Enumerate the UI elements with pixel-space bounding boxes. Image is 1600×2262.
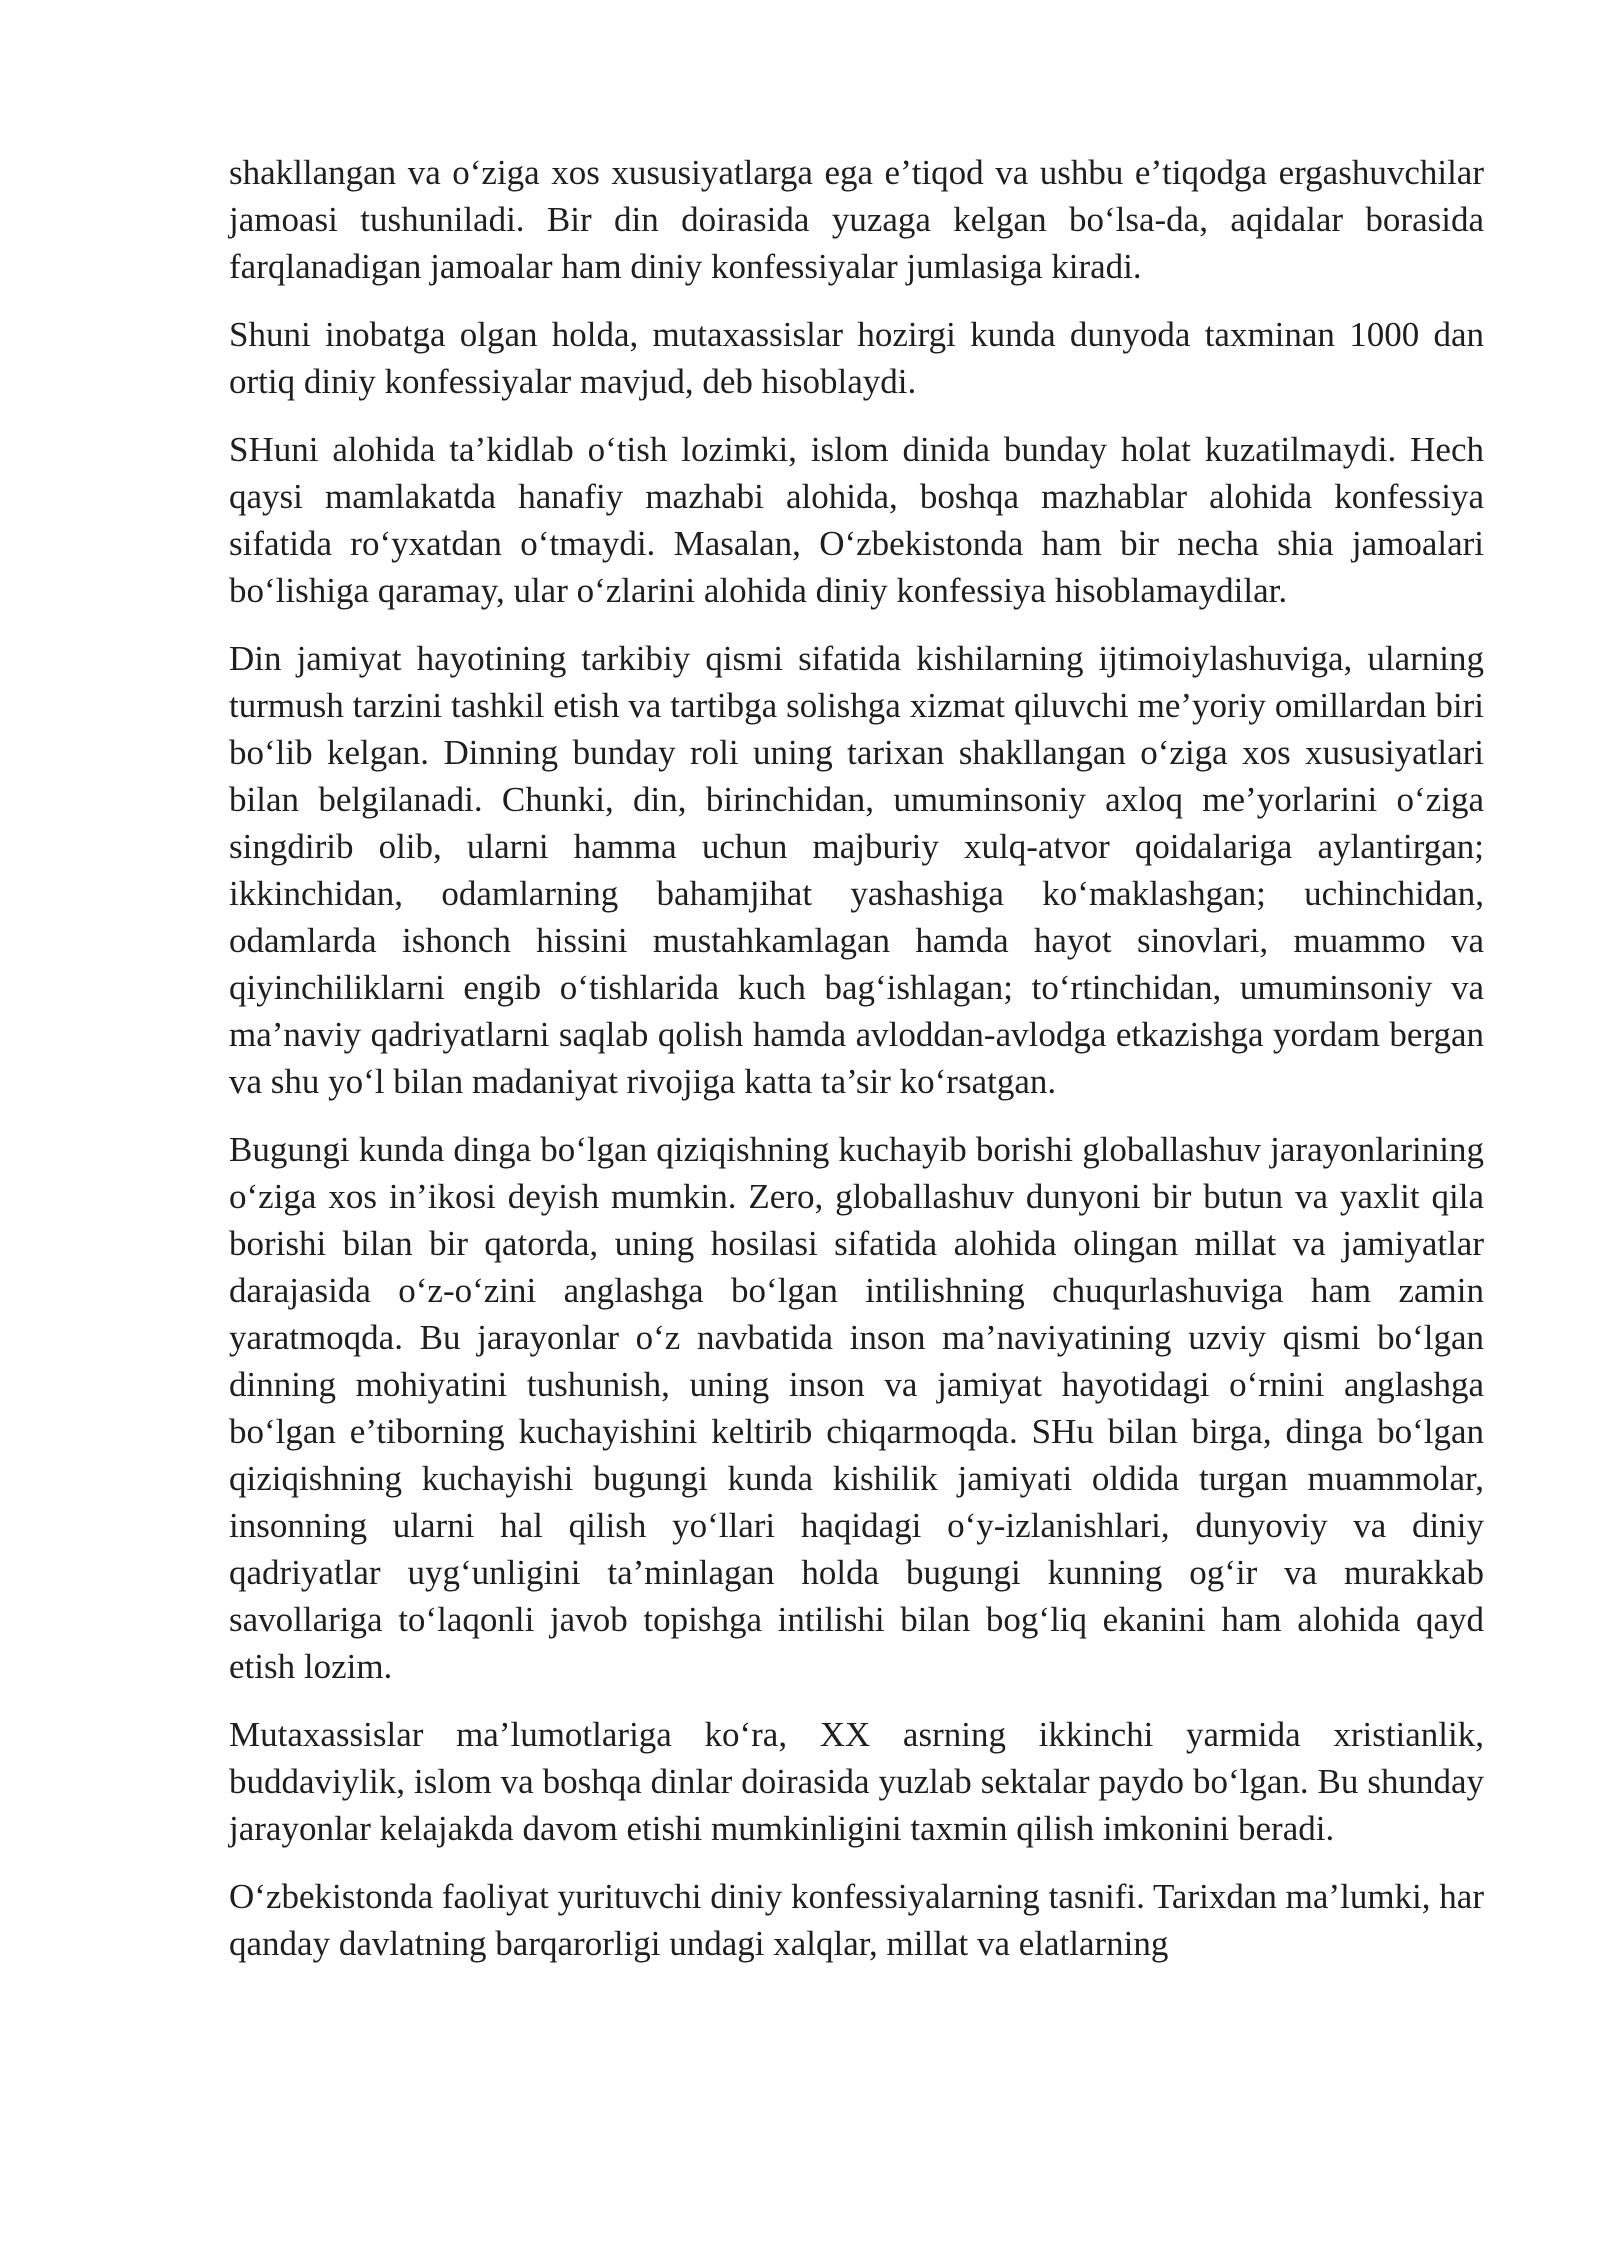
paragraph-5: Bugungi kunda dinga boʻlgan qiziqishning kuchayib borishi globallashuv jarayonlarining oʻziga xos in’ikosi deyish mumkin. Zero, globallashuv dunyoni bir butun va yaxlit qila borishi bilan bir qatorda, uning hosilasi sifatida alohida olingan millat va jamiyatlar darajasida oʻz-oʻzini anglashga boʻlgan intilishning chuqurlashuviga ham zamin yaratmoqda. Bu jarayonlar oʻz navbatida inson ma’naviyatining uzviy qismi boʻlgan dinning mohiyatini tushunish, uning inson va jamiyat hayotidagi oʻrnini anglashga boʻlgan e’tiborning kuchayishini keltirib chiqarmoqda. SHu bilan birga, dinga boʻlgan qiziqishning kuchayishi bugungi kunda kishilik jamiyati oldida turgan muammolar, insonning ularni hal qilish yoʻllari haqidagi oʻy-izlanishlari, dunyoviy va diniy qadriyatlar uygʻunligini ta’minlagan holda bugungi kunning ogʻir va murakkab savollariga toʻlaqonli javob topishga intilishi bilan bogʻliq ekanini ham alohida qayd etish lozim.	[229, 1130, 1484, 1686]
paragraph-1: shakllangan va oʻziga xos xususiyatlarga ega eʼtiqod va ushbu eʼtiqodga ergashuvchilar jamoasi tushuniladi. Bir din doirasida yuzaga kelgan boʻlsa-da, aqidalar borasida farqlanadigan jamoalar ham diniy konfessiyalar jumlasiga kiradi.	[229, 153, 1484, 286]
paragraph-7: Oʻzbekistonda faoliyat yurituvchi diniy konfessiyalarning tasnifi. Tarixdan ma’lumki, har qanday davlatning barqarorligi undagi xalqlar, millat va elatlarning	[229, 1877, 1484, 1963]
paragraph-4: Din jamiyat hayotining tarkibiy qismi sifatida kishilarning ijtimoiylashuviga, ularning turmush tarzini tashkil etish va tartibga solishga xizmat qiluvchi me’yoriy omillardan biri boʻlib kelgan. Dinning bunday roli uning tarixan shakllangan oʻziga xos xususiyatlari bilan belgilanadi. Chunki, din, birinchidan, umuminsoniy axloq me’yorlarini oʻziga singdirib olib, ularni hamma uchun majburiy xulq-atvor qoidalariga aylantirgan; ikkinchidan, odamlarning bahamjihat yashashiga koʻmaklashgan; uchinchidan, odamlarda ishonch hissini mustahkamlagan hamda hayot sinovlari, muammo va qiyinchiliklarni engib oʻtishlarida kuch bagʻishlagan; toʻrtinchidan, umuminsoniy va ma’naviy qadriyatlarni saqlab qolish hamda avloddan-avlodga etkazishga yordam bergan va shu yoʻl bilan madaniyat rivojiga katta ta’sir koʻrsatgan.	[229, 639, 1484, 1101]
paragraph-6: Mutaxassislar ma’lumotlariga koʻra, XX asrning ikkinchi yarmida xristianlik, buddaviylik, islom va boshqa dinlar doirasida yuzlab sektalar paydo boʻlgan. Bu shunday jarayonlar kelajakda davom etishi mumkinligini taxmin qilish imkonini beradi.	[229, 1715, 1484, 1848]
document-text-body	[229, 149, 1484, 1988]
paragraph-3: SHuni alohida ta’kidlab oʻtish lozimki, islom dinida bunday holat kuzatilmaydi. Hech qaysi mamlakatda hanafiy mazhabi alohida, boshqa mazhablar alohida konfessiya sifatida roʻyxatdan oʻtmaydi. Masalan, Oʻzbekistonda ham bir necha shia jamoalari boʻlishiga qaramay, ular oʻzlarini alohida diniy konfessiya hisoblamaydilar.	[229, 430, 1484, 610]
paragraph-2: Shuni inobatga olgan holda, mutaxassislar hozirgi kunda dunyoda taxminan 1000 dan ortiq diniy konfessiyalar mavjud, deb hisoblaydi.	[229, 315, 1484, 401]
